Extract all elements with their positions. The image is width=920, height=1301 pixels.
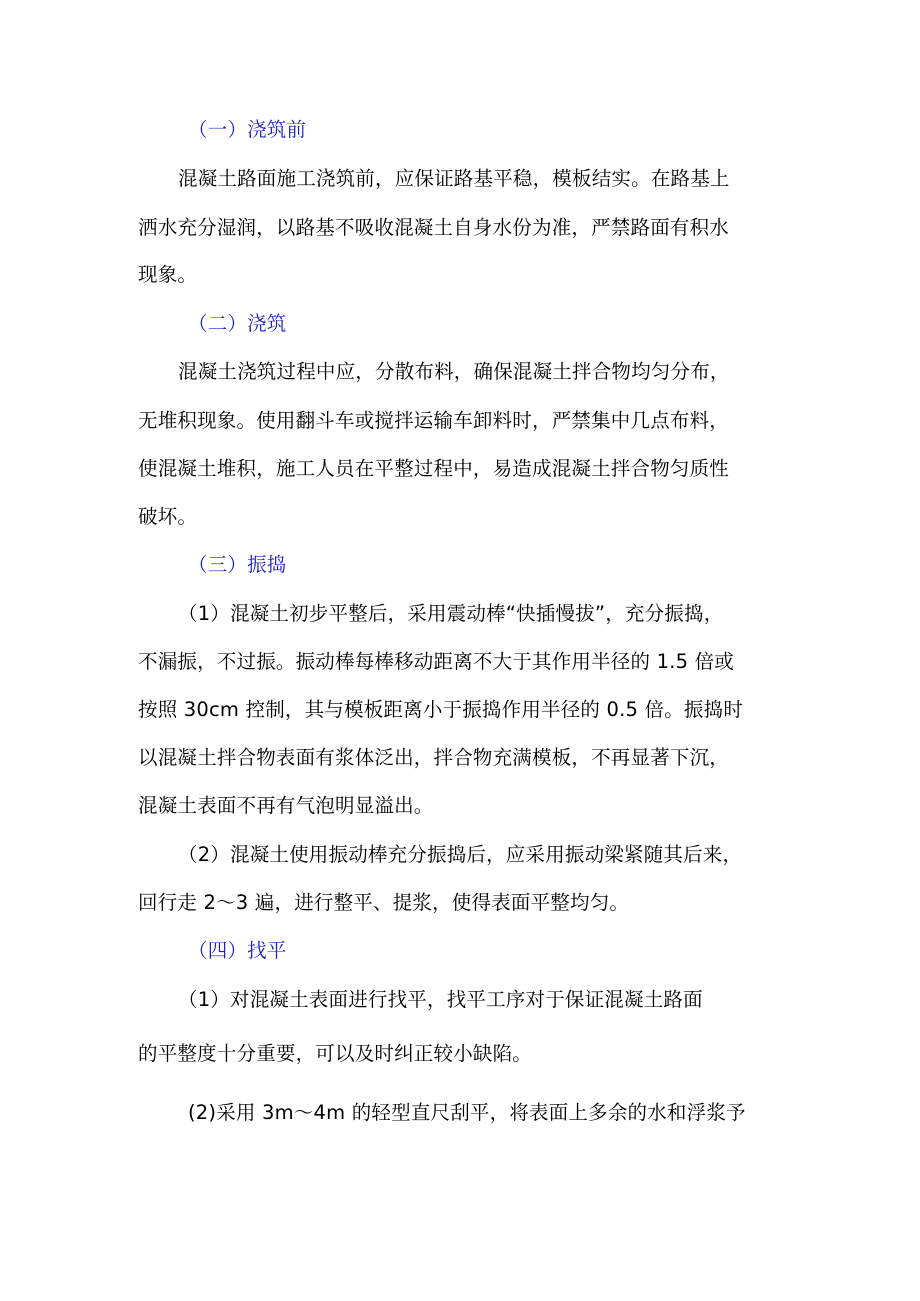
paragraph-line: 混凝土路面施工浇筑前，应保证路基平稳，模板结实。在路基上 bbox=[178, 167, 730, 190]
section-heading-1: （一）浇筑前 bbox=[188, 118, 307, 141]
paragraph-line: （2）混凝土使用振动棒充分振捣后，应采用振动梁紧随其后来， bbox=[178, 843, 743, 866]
section-heading-2: （二）浇筑 bbox=[188, 312, 287, 335]
paragraph-line: 使混凝土堆积，施工人员在平整过程中，易造成混凝土拌合物匀质性 bbox=[138, 457, 730, 480]
paragraph-line: （1）对混凝土表面进行找平，找平工序对于保证混凝土路面 bbox=[178, 988, 703, 1011]
paragraph-line: 混凝土表面不再有气泡明显溢出。 bbox=[138, 794, 434, 817]
section-heading-4: （四）找平 bbox=[188, 939, 287, 962]
paragraph-line: 以混凝土拌合物表面有浆体泛出，拌合物充满模板，不再显著下沉， bbox=[138, 746, 730, 769]
paragraph-line: （1）混凝土初步平整后，采用震动棒“快插慢拔”，充分振捣， bbox=[178, 602, 724, 625]
paragraph-line: (2)采用 3m～4m 的轻型直尺刮平，将表面上多余的水和浮浆予 bbox=[188, 1101, 746, 1124]
paragraph-line: 无堆积现象。使用翻斗车或搅拌运输车卸料时，严禁集中几点布料， bbox=[138, 409, 730, 432]
paragraph-line: 现象。 bbox=[138, 263, 198, 286]
paragraph-line: 混凝土浇筑过程中应，分散布料，确保混凝土拌合物均匀分布， bbox=[178, 360, 730, 383]
paragraph-line: 破坏。 bbox=[138, 505, 198, 528]
paragraph-line: 回行走 2～3 遍，进行整平、提浆，使得表面平整均匀。 bbox=[138, 891, 630, 914]
paragraph-line: 按照 30cm 控制，其与模板距离小于振捣作用半径的 0.5 倍。振捣时 bbox=[138, 698, 744, 721]
paragraph-line: 的平整度十分重要，可以及时纠正较小缺陷。 bbox=[138, 1042, 533, 1065]
paragraph-line: 不漏振，不过振。振动棒每棒移动距离不大于其作用半径的 1.5 倍或 bbox=[138, 650, 735, 673]
paragraph-line: 洒水充分湿润，以路基不吸收混凝土自身水份为准，严禁路面有积水 bbox=[138, 216, 730, 239]
section-heading-3: （三）振捣 bbox=[188, 553, 287, 576]
